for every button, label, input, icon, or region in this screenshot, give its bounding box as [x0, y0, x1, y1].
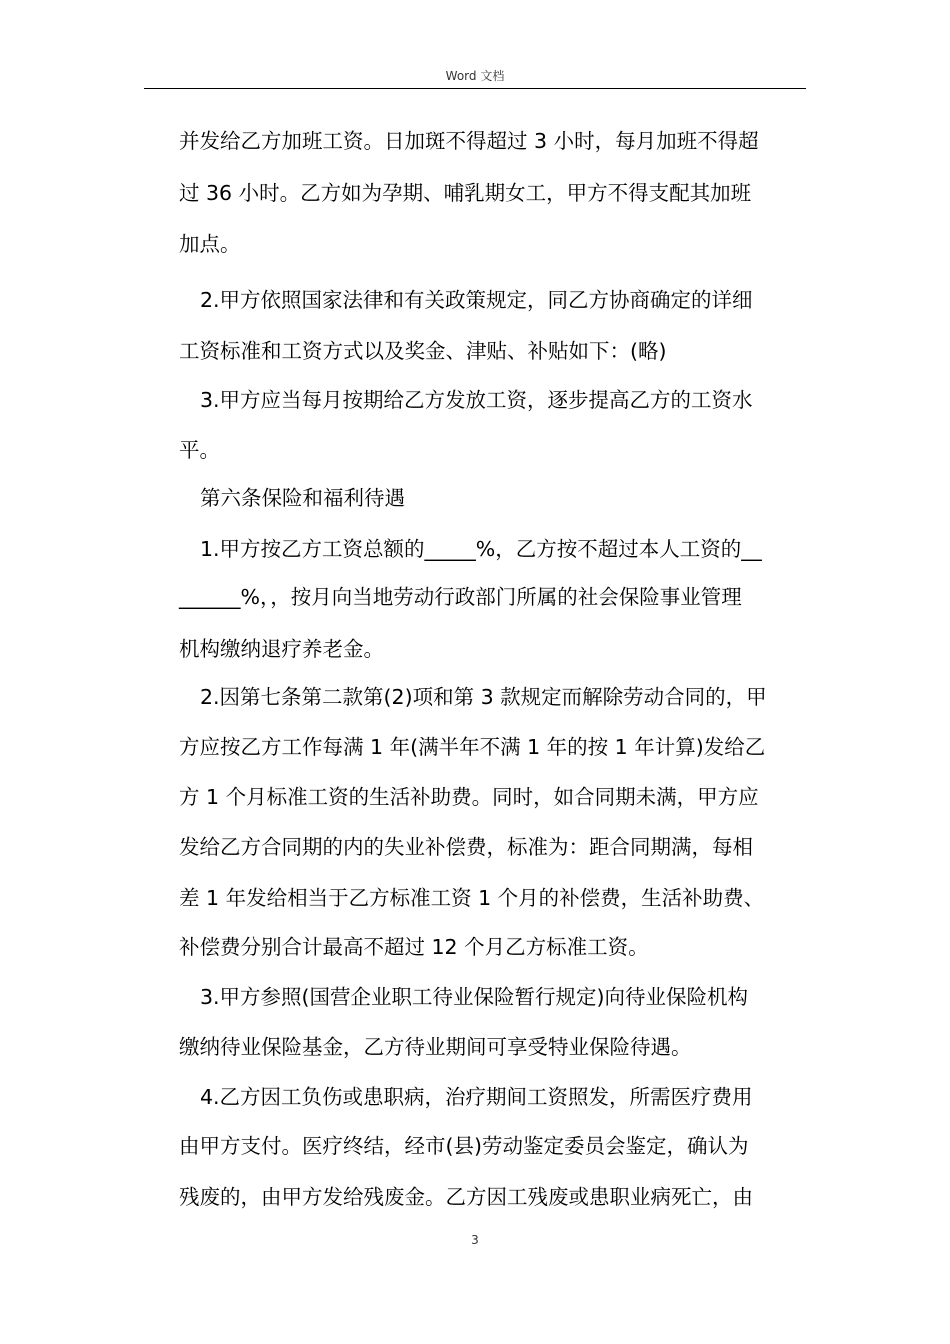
text-line: 平。 — [179, 438, 220, 462]
text-line: 发给乙方合同期的内的失业补偿费，标准为：距合同期满，每相 — [179, 835, 753, 859]
text-line: 差 1 年发给相当于乙方标准工资 1 个月的补偿费，生活补助费、 — [179, 886, 765, 910]
text-line: 加点。 — [179, 232, 241, 256]
text-line: 工资标准和工资方式以及奖金、津贴、补贴如下：(略) — [179, 339, 667, 363]
text-line: 缴纳待业保险基金，乙方待业期间可享受特业保险待遇。 — [179, 1035, 692, 1059]
text-line: ______%，，按月向当地劳动行政部门所属的社会保险事业管理 — [179, 585, 742, 609]
page-header: Word 文档 — [445, 69, 505, 83]
text-line: 3.甲方参照(国营企业职工待业保险暂行规定)向待业保险机构 — [200, 985, 749, 1009]
text-line: 1.甲方按乙方工资总额的_____%，乙方按不超过本人工资的__ — [200, 537, 762, 561]
text-line: 3.甲方应当每月按期给乙方发放工资，逐步提高乙方的工资水 — [200, 388, 753, 412]
text-line: 方 1 个月标准工资的生活补助费。同时，如合同期未满，甲方应 — [179, 785, 759, 809]
header-divider — [144, 88, 806, 89]
page-number: 3 — [471, 1233, 479, 1247]
section-heading: 第六条保险和福利待遇 — [200, 486, 405, 510]
text-line: 并发给乙方加班工资。日加斑不得超过 3 小时，每月加班不得超 — [179, 129, 759, 153]
text-line: 2.因第七条第二款第(2)项和第 3 款规定而解除劳动合同的，甲 — [200, 685, 767, 709]
text-line: 4.乙方因工负伤或患职病，治疗期间工资照发，所需医疗费用 — [200, 1085, 753, 1109]
text-line: 2.甲方依照国家法律和有关政策规定，同乙方协商确定的详细 — [200, 288, 753, 312]
text-line: 残废的，由甲方发给残废金。乙方因工残废或患职业病死亡，由 — [179, 1185, 753, 1209]
text-line: 方应按乙方工作每满 1 年(满半年不满 1 年的按 1 年计算)发给乙 — [179, 735, 766, 759]
text-line: 由甲方支付。医疗终结，经市(县)劳动鉴定委员会鉴定，确认为 — [179, 1134, 749, 1158]
text-line: 补偿费分别合计最高不超过 12 个月乙方标准工资。 — [179, 935, 649, 959]
text-line: 过 36 小时。乙方如为孕期、哺乳期女工，甲方不得支配其加班 — [179, 181, 752, 205]
text-line: 机构缴纳退疗养老金。 — [179, 637, 384, 661]
